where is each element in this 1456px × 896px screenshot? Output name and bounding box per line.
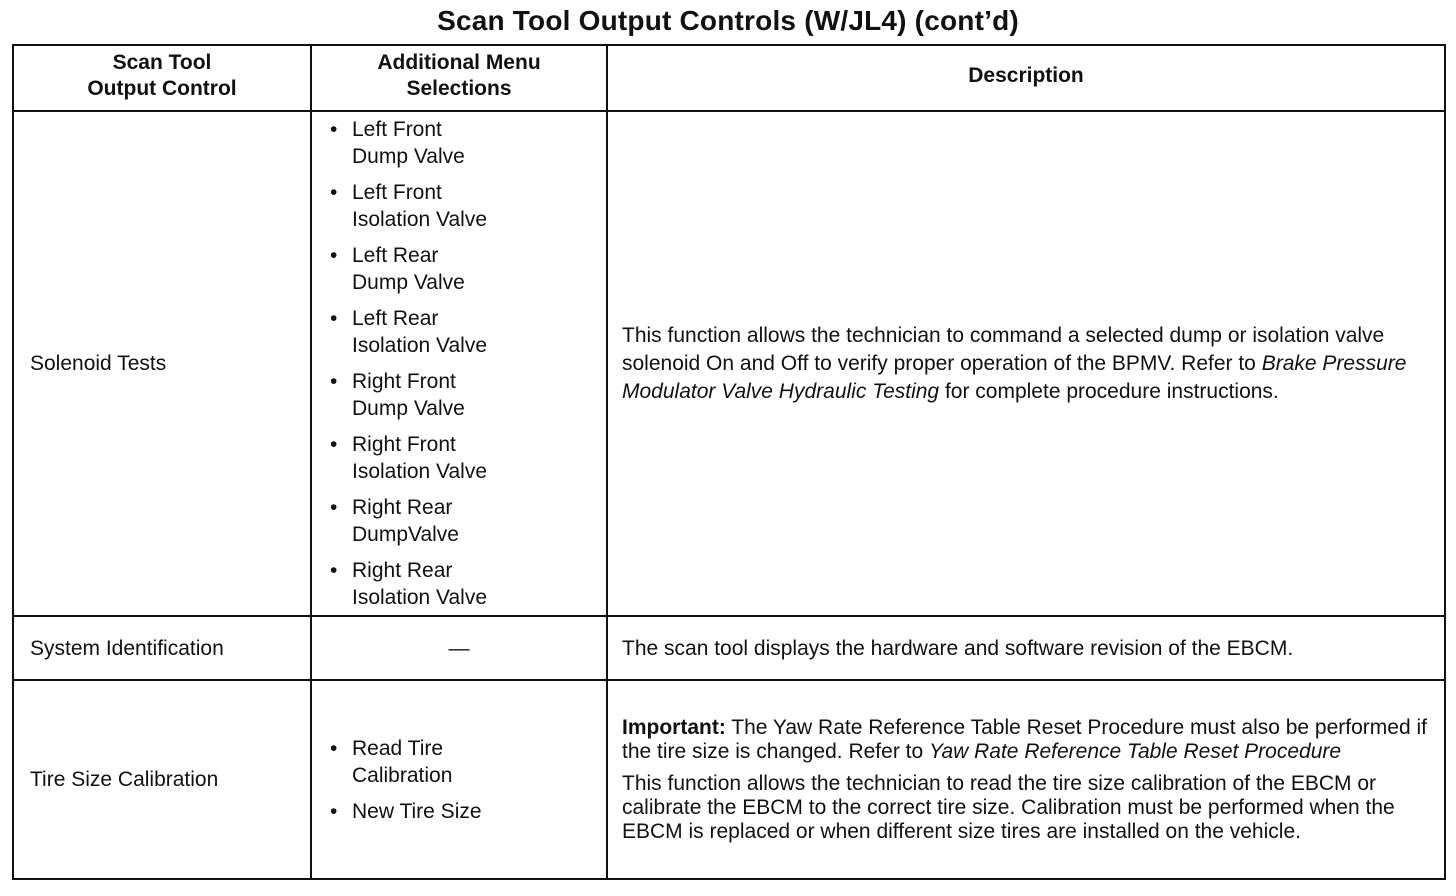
system-identification-description: The scan tool displays the hardware and software revision of the EBCM. [607, 616, 1445, 680]
selection-line: • Left Front [352, 118, 442, 141]
important-note [622, 716, 1434, 764]
selection-line: Isolation Valve [352, 208, 488, 231]
list-item [352, 557, 606, 611]
table-row-tire-size-calibration [13, 680, 1445, 879]
header-output-control [13, 45, 311, 111]
description-text: This function allows the technician to command a selected dump or isolation valve solenoid On and Off to verify proper operation of the BPMV. Refer to [622, 323, 1385, 375]
header-row [13, 45, 1445, 111]
table-row-system-identification [13, 616, 1445, 680]
header-menu-selections-line1: Additional Menu [377, 51, 541, 74]
page-title: Scan Tool Output Controls (W/JL4) (cont’d) [437, 5, 1019, 36]
header-menu-selections-line2: Selections [406, 77, 512, 100]
list-item [352, 179, 606, 233]
selection-line: Dump Valve [352, 397, 465, 420]
selection-line: • Right Front [352, 433, 456, 456]
list-item [352, 116, 606, 170]
header-output-control-line2: Output Control [87, 77, 237, 100]
solenoid-tests-control: Solenoid Tests [13, 111, 311, 616]
header-menu-selections [311, 45, 607, 111]
header-output-control-line1: Scan Tool [112, 51, 212, 74]
bpmv-testing-reference: Brake Pressure Modulator Valve Hydraulic Testing [622, 351, 1407, 403]
selection-line: Dump Valve [352, 145, 465, 168]
list-item [352, 431, 606, 485]
output-controls-table [12, 44, 1446, 880]
selection-line: • Right Rear [352, 496, 453, 519]
description-text: for complete procedure instructions. [939, 379, 1279, 403]
selection-line: • Left Front [352, 181, 442, 204]
selection-line: • Left Rear [352, 307, 439, 330]
selection-line: Dump Valve [352, 271, 465, 294]
tire-selection-list [312, 735, 606, 825]
system-identification-control: System Identification [13, 616, 311, 680]
list-item [352, 368, 606, 422]
selection-line: • Right Rear [352, 559, 453, 582]
list-item [352, 242, 606, 296]
list-item [352, 798, 606, 825]
tire-size-calibration-control: Tire Size Calibration [13, 680, 311, 879]
selection-line: • New Tire Size [352, 799, 482, 823]
solenoid-description-text [622, 322, 1434, 406]
tire-size-calibration-description [607, 680, 1445, 879]
important-label: Important: [622, 715, 726, 739]
yaw-rate-reset-reference: Yaw Rate Reference Table Reset Procedure [929, 739, 1342, 763]
selection-line: Isolation Valve [352, 460, 488, 483]
solenoid-tests-description [607, 111, 1445, 616]
list-item [352, 305, 606, 359]
tire-description-text: This function allows the technician to read the tire size calibration of the EBCM or calibrate the EBCM to the correct tire size. Calibration must be performed when the EBCM is replaced or when different size tires are installed on the vehicle. [622, 771, 1395, 843]
selection-line: DumpValve [352, 523, 459, 546]
list-item [352, 494, 606, 548]
solenoid-selection-list [312, 116, 606, 611]
important-text: The Yaw Rate Reference Table Reset Procedure must also be performed if the tire size is changed. Refer to [622, 715, 1427, 763]
tire-size-calibration-selections [311, 680, 607, 879]
selection-line: • Read Tire [352, 736, 444, 760]
selection-line: Calibration [352, 763, 453, 787]
list-item [352, 735, 606, 789]
system-identification-selection: — [311, 616, 607, 680]
selection-line: • Left Rear [352, 244, 439, 267]
solenoid-tests-selections [311, 111, 607, 616]
table-row-solenoid-tests [13, 111, 1445, 616]
selection-line: Isolation Valve [352, 334, 488, 357]
selection-line: • Right Front [352, 370, 456, 393]
selection-line: Isolation Valve [352, 586, 488, 609]
header-description: Description [607, 45, 1445, 111]
